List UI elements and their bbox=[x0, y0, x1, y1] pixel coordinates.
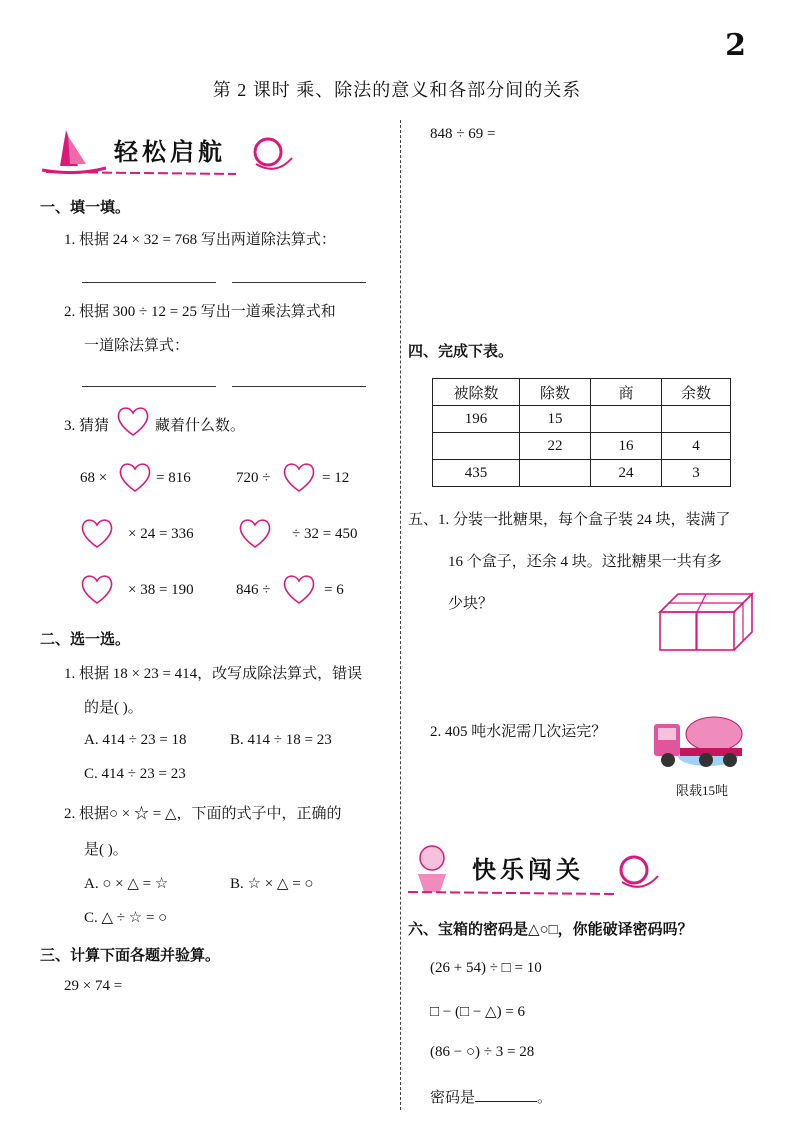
question-2-1-line1: 1. 根据 18 × 23 = 414，改写成除法算式，错误 bbox=[64, 666, 363, 682]
answer-line[interactable] bbox=[82, 386, 216, 387]
calculation-1: 29 × 74 = bbox=[64, 978, 123, 994]
section-one-heading: 一、填一填。 bbox=[40, 200, 131, 216]
table-header: 被除数 bbox=[433, 379, 520, 406]
question-1-3-suffix: 藏着什么数。 bbox=[155, 418, 246, 434]
section-four-heading: 四、完成下表。 bbox=[408, 344, 514, 360]
candy-box-icon bbox=[656, 588, 756, 654]
option-b[interactable]: B. 414 ÷ 18 = 23 bbox=[230, 732, 332, 748]
table-cell: 16 bbox=[591, 433, 662, 460]
password-equation-2: □ − (□ − △) = 6 bbox=[430, 1004, 526, 1020]
heart-equation-6-left: 846 ÷ bbox=[236, 582, 271, 598]
page-number: 2 bbox=[725, 28, 746, 63]
option-b[interactable]: B. ☆ × △ = ○ bbox=[230, 876, 314, 892]
heart-equation-1-right: = 816 bbox=[156, 470, 191, 486]
heart-equation-5-right: × 38 = 190 bbox=[128, 582, 194, 598]
table-cell: 24 bbox=[591, 460, 662, 487]
password-equation-1: (26 + 54) ÷ □ = 10 bbox=[430, 960, 542, 976]
table-header: 除数 bbox=[520, 379, 591, 406]
question-5-1-line3: 少块？ bbox=[448, 596, 494, 612]
calculation-2: 848 ÷ 69 = bbox=[430, 126, 496, 142]
option-a[interactable]: A. 414 ÷ 23 = 18 bbox=[84, 732, 187, 748]
table-cell: 3 bbox=[662, 460, 731, 487]
table-cell: 22 bbox=[520, 433, 591, 460]
answer-line[interactable] bbox=[82, 282, 216, 283]
banner-easy-start bbox=[36, 124, 296, 180]
option-a[interactable]: A. ○ × △ = ☆ bbox=[84, 876, 169, 892]
heart-answer-box[interactable] bbox=[282, 572, 316, 606]
answer-line[interactable] bbox=[232, 386, 366, 387]
heart-equation-2-left: 720 ÷ bbox=[236, 470, 271, 486]
heart-answer-box[interactable] bbox=[282, 460, 316, 494]
table-cell-blank[interactable] bbox=[520, 460, 591, 487]
question-2-2-line2[interactable]: 是( )。 bbox=[84, 842, 128, 858]
section-three-heading: 三、计算下面各题并验算。 bbox=[40, 948, 221, 964]
question-1-2-line1: 2. 根据 300 ÷ 12 = 25 写出一道乘法算式和 bbox=[64, 304, 336, 320]
password-answer-blank[interactable] bbox=[475, 1087, 537, 1102]
heart-answer-box[interactable] bbox=[118, 460, 152, 494]
question-5-2: 2. 405 吨水泥需几次运完？ bbox=[430, 724, 607, 740]
heart-icon bbox=[116, 404, 150, 438]
heart-equation-1-left: 68 × bbox=[80, 470, 108, 486]
section-six-heading: 六、宝箱的密码是△○□，你能破译密码吗？ bbox=[408, 922, 693, 938]
table-header: 商 bbox=[591, 379, 662, 406]
section-two-heading: 二、选一选。 bbox=[40, 632, 131, 648]
table-cell: 15 bbox=[520, 406, 591, 433]
division-table bbox=[432, 378, 731, 487]
table-cell: 4 bbox=[662, 433, 731, 460]
question-2-1-line2[interactable]: 的是( )。 bbox=[84, 700, 143, 716]
question-5-1-line2: 16 个盒子，还余 4 块。这批糖果一共有多 bbox=[448, 554, 722, 570]
banner-title: 轻松启航 bbox=[114, 138, 226, 166]
table-cell-blank[interactable] bbox=[433, 433, 520, 460]
table-header: 余数 bbox=[662, 379, 731, 406]
heart-equation-3-right: × 24 = 336 bbox=[128, 526, 194, 542]
option-c[interactable]: C. 414 ÷ 23 = 23 bbox=[84, 766, 186, 782]
page-title: 第 2 课时 乘、除法的意义和各部分间的关系 bbox=[212, 80, 582, 100]
question-2-2-line1: 2. 根据○ × ☆ = △，下面的式子中，正确的 bbox=[64, 806, 342, 822]
column-divider bbox=[400, 120, 401, 1110]
question-5-1-line1: 五、1. 分装一批糖果，每个盒子装 24 块，装满了 bbox=[408, 512, 731, 528]
question-1-1: 1. 根据 24 × 32 = 768 写出两道除法算式： bbox=[64, 232, 336, 248]
question-1-3-prefix: 3. 猜猜 bbox=[64, 418, 110, 434]
table-cell: 196 bbox=[433, 406, 520, 433]
heart-answer-box[interactable] bbox=[238, 516, 272, 550]
password-answer-suffix: 。 bbox=[537, 1090, 553, 1106]
heart-equation-6-right: = 6 bbox=[324, 582, 344, 598]
heart-equation-4-right: ÷ 32 = 450 bbox=[292, 526, 358, 542]
table-cell-blank[interactable] bbox=[591, 406, 662, 433]
password-answer bbox=[430, 1086, 552, 1107]
password-answer-prefix: 密码是 bbox=[430, 1090, 476, 1106]
heart-equation-2-right: = 12 bbox=[322, 470, 350, 486]
heart-answer-box[interactable] bbox=[80, 572, 114, 606]
table-cell-blank[interactable] bbox=[662, 406, 731, 433]
banner-happy-level bbox=[404, 840, 664, 898]
table-cell: 435 bbox=[433, 460, 520, 487]
answer-line[interactable] bbox=[232, 282, 366, 283]
heart-answer-box[interactable] bbox=[80, 516, 114, 550]
question-1-2-line2: 一道除法算式： bbox=[84, 338, 190, 354]
mixer-truck-icon bbox=[650, 708, 750, 776]
banner-title: 快乐闯关 bbox=[472, 856, 584, 884]
password-equation-3: (86 − ○) ÷ 3 = 28 bbox=[430, 1044, 535, 1060]
truck-caption: 限载15吨 bbox=[676, 783, 729, 798]
option-c[interactable]: C. △ ÷ ☆ = ○ bbox=[84, 910, 168, 926]
